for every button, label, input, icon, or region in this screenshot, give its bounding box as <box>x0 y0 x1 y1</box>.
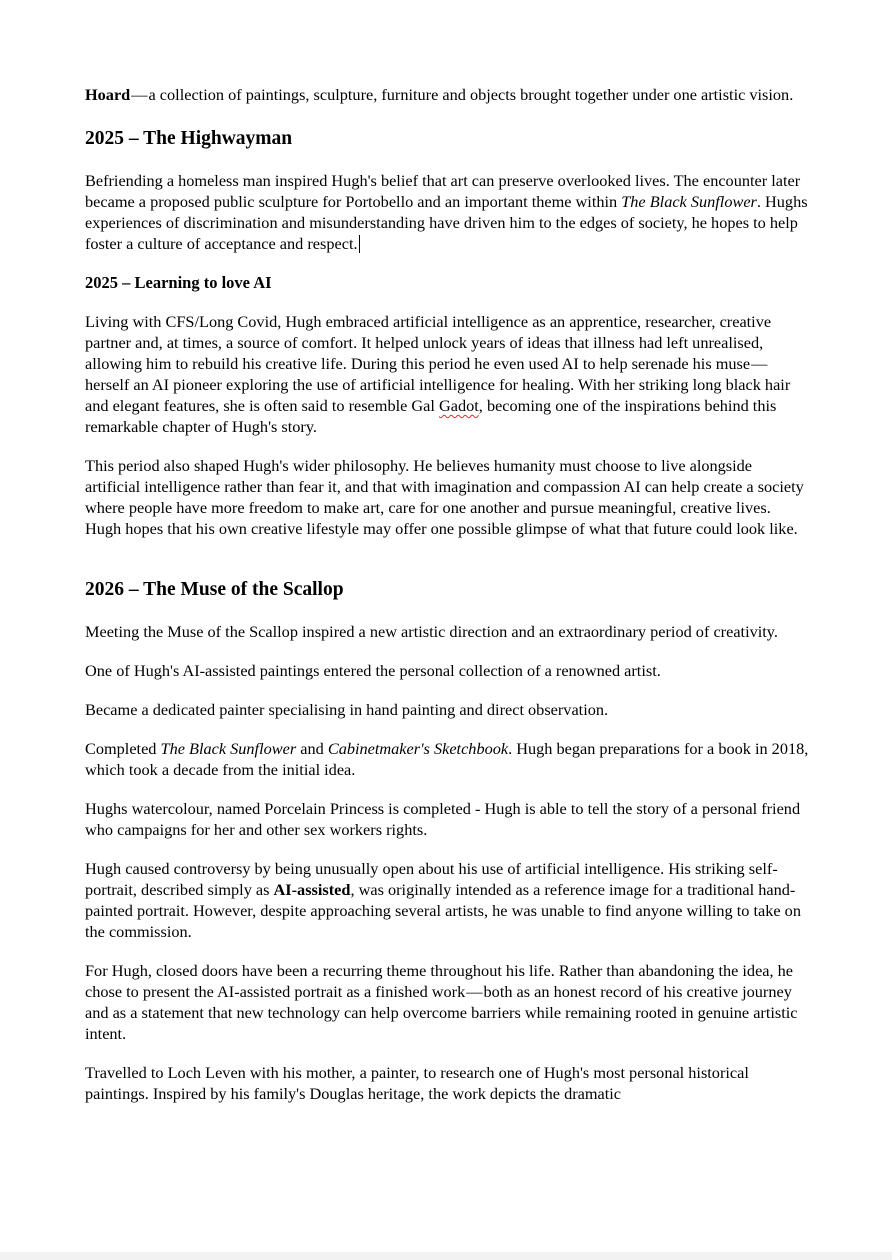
text-run: herself an AI pioneer exploring the use of artificial intelligence for healing. With her striking long black hair and elegant features, she is often said to resemble Gal <box>85 375 791 415</box>
em-dash: — <box>131 85 148 104</box>
text-cursor <box>359 235 360 253</box>
heading-highwayman: 2025 – The Highwayman <box>85 128 293 149</box>
italic-title: The Black Sunflower <box>621 192 757 211</box>
page-bottom-edge <box>0 1252 892 1260</box>
intro-bold-term: Hoard <box>85 85 131 104</box>
text-run: Hugh caused controversy by being unusually open about his use of artificial intelligence. His striking self-portrait, described simply as <box>85 859 778 899</box>
learning-ai-paragraph-1 <box>85 311 810 437</box>
text-run: Living with CFS/Long Covid, Hugh embraced artificial intelligence as an apprentice, researcher, creative partner and, at times, a source of comfort. It helped unlock years of ideas that illness had left unrealised, allowing him to rebuild his creative life. During this period he even used AI to help serenade his muse <box>85 312 772 373</box>
bold-term: AI-assisted <box>273 880 351 899</box>
scallop-paragraph-6 <box>85 858 810 942</box>
heading-learning-ai: 2025 – Learning to love AI <box>85 273 272 292</box>
text-run: . Hughs experiences of discrimination and misunderstanding have driven him to the edges of society, he hopes to help foster a culture of acceptance and respect. <box>85 192 808 253</box>
highwayman-paragraph <box>85 170 810 254</box>
scallop-paragraph-2: One of Hugh's AI-assisted paintings entered the personal collection of a renowned artist. <box>85 661 661 680</box>
text-run: , becoming one of the inspirations behind this remarkable chapter of Hugh's story. <box>85 396 777 436</box>
em-dash: — <box>751 354 768 373</box>
intro-text: a collection of paintings, sculpture, furniture and objects brought together under one artistic vision. <box>148 85 794 104</box>
text-run: both as an honest record of his creative journey and as a statement that new technology can help overcome barriers while remaining rooted in genuine artistic intent. <box>85 982 798 1043</box>
scallop-paragraph-8: Travelled to Loch Leven with his mother, a painter, to research one of Hugh's most personal historical paintings. Inspired by his family's Douglas heritage, the work depicts the dramatic <box>85 1063 749 1103</box>
intro-paragraph <box>85 84 810 105</box>
em-dash: — <box>466 982 483 1001</box>
text-run: . Hugh began preparations for a book in 2018, which took a decade from the initial idea. <box>85 739 809 779</box>
text-run: , was originally intended as a reference image for a traditional hand-painted portrait. However, despite approaching several artists, he was unable to find anyone willing to take on the commission. <box>85 880 801 941</box>
scallop-paragraph-5: Hughs watercolour, named Porcelain Princess is completed - Hugh is able to tell the story of a personal friend who campaigns for her and other sex workers rights. <box>85 799 801 839</box>
document-body[interactable] <box>85 84 810 1104</box>
italic-title: Cabinetmaker's Sketchbook <box>327 739 509 758</box>
text-run: Completed <box>85 739 161 758</box>
text-run: and <box>296 739 328 758</box>
text-run: For Hugh, closed doors have been a recurring theme throughout his life. Rather than abandoning the idea, he chose to present the AI-assisted portrait as a finished work <box>85 961 794 1001</box>
learning-ai-paragraph-2: This period also shaped Hugh's wider philosophy. He believes humanity must choose to live alongside artificial intelligence rather than fear it, and that with imagination and compassion AI can help create a society where people have more freedom to make art, care for one another and pursue meaningful, creative lives. Hugh hopes that his own creative lifestyle may offer one possible glimpse of what that future could look like. <box>85 456 804 538</box>
heading-muse-scallop: 2026 – The Muse of the Scallop <box>85 579 344 600</box>
scallop-paragraph-1: Meeting the Muse of the Scallop inspired a new artistic direction and an extraordinary period of creativity. <box>85 622 778 641</box>
text-run: Befriending a homeless man inspired Hugh's belief that art can preserve overlooked lives. The encounter later became a proposed public sculpture for Portobello and an important theme within <box>85 171 801 211</box>
scallop-paragraph-4 <box>85 738 810 780</box>
scallop-paragraph-7 <box>85 960 810 1044</box>
scallop-paragraph-3: Became a dedicated painter specialising in hand painting and direct observation. <box>85 700 609 719</box>
italic-title: The Black Sunflower <box>160 739 297 758</box>
spellcheck-word[interactable]: Gadot <box>439 396 479 415</box>
